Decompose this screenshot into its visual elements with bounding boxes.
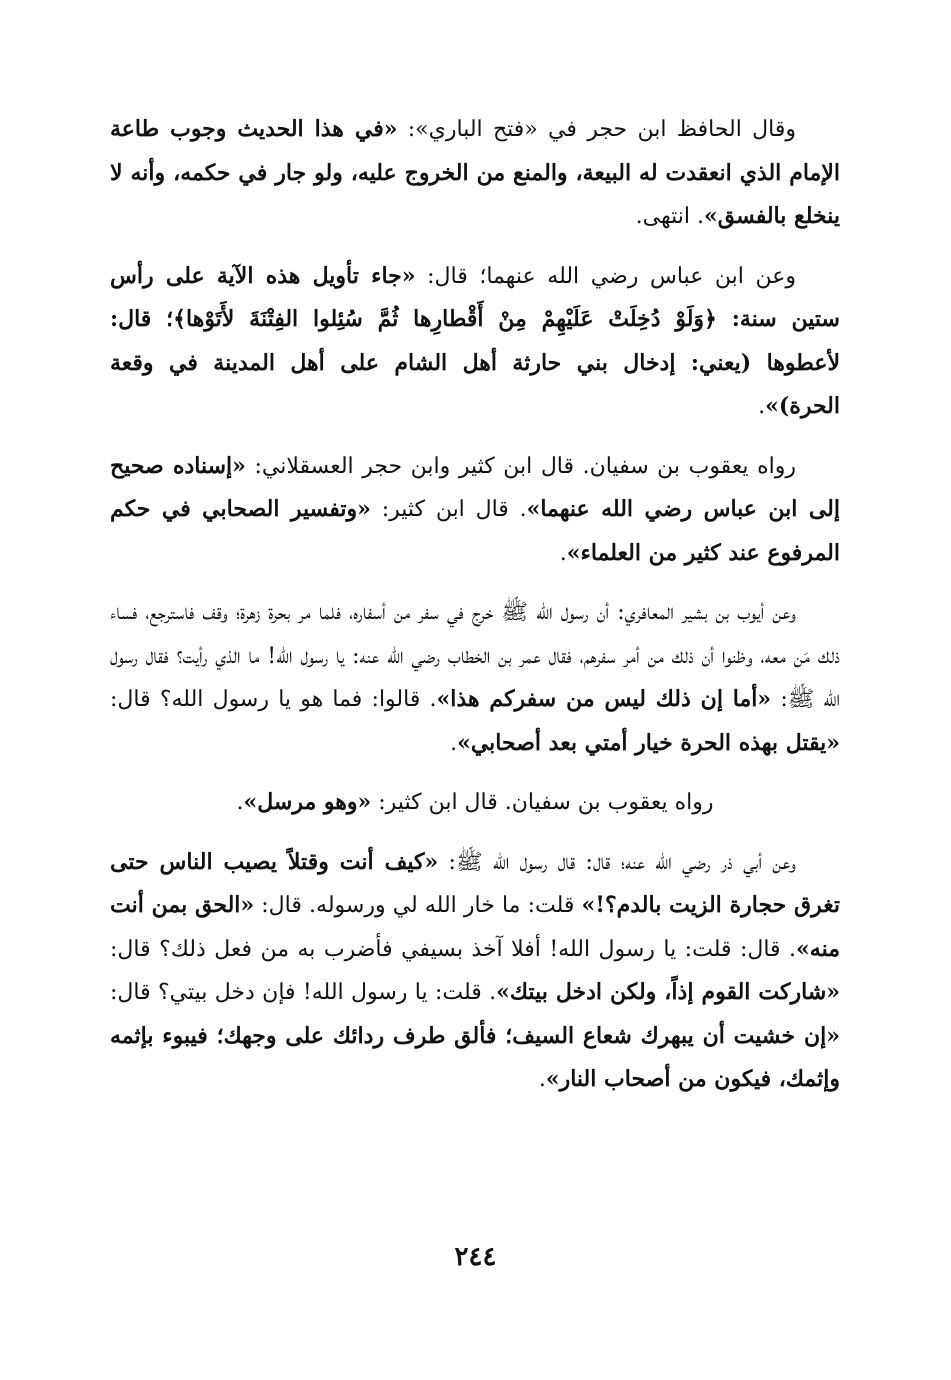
text-segment: وقال الحافظ ابن حجر في «فتح الباري»: <box>397 117 796 142</box>
paragraph-5 <box>110 781 840 825</box>
paragraph-1 <box>110 108 840 239</box>
quote-segment: «جاء تأويل هذه الآية على رأس ستين سنة: ﴿وَلَوْ دُخِلَتْ عَلَيْهِمْ مِنْ أَقْطارِها ثُمَّ سُئِلوا الفِتْنَةَ لأَتَوْها﴾؛ قال: لأعطوها (يعني: إدخال بني حارثة أهل الشام على أهل المدينة في وقعة الحرة)» <box>110 262 840 419</box>
paragraph-6 <box>110 841 840 1102</box>
quote-segment: «يقتل بهذه الحرة خيار أمتي بعد أصحابي» <box>457 729 840 756</box>
text-segment: وعن أيوب بن بشير المعافري: أن رسول الله ﷺ خرج في سفر من أسفاره، فلما مر بحرة زهرة؛ وقف فاسترجع، فساء ذلك مَن معه، وظنوا أن ذلك من أمر سفرهم، فقال عمر بن الخطاب رضي الله عنه: يا رسول الله! ما الذي رأيت؟ فقال رسول الله ﷺ: <box>110 600 840 712</box>
quote-segment: «وتفسير الصحابي في حكم المرفوع عند كثير من العلماء» <box>110 496 840 566</box>
quote-segment: «كيف أنت وقتلاً يصيب الناس حتى تغرق حجارة الزيت بالدم؟!» <box>110 848 840 918</box>
quote-segment: «وهو مرسل» <box>243 789 372 815</box>
text-segment: . انتهى. <box>635 204 704 229</box>
text-segment: . قالوا: فما هو يا رسول الله؟ قال: <box>110 687 437 712</box>
quote-segment: «إسناده صحيح إلى ابن عباس رضي الله عنهما» <box>110 452 840 522</box>
quote-segment: «إن خشيت أن يبهرك شعاع السيف؛ فألق طرف ردائك على وجهك؛ فيبوء بإثمه وإثمك، فيكون من أصحاب النار» <box>110 1022 840 1092</box>
text-segment: . قلت: يا رسول الله! فإن دخل بيتي؟ قال: <box>110 980 497 1005</box>
quote-segment: «شاركت القوم إذاً، ولكن ادخل بيتك» <box>496 979 841 1005</box>
paragraph-4 <box>110 591 840 765</box>
text-segment: . <box>559 540 567 566</box>
quote-segment: «الحق بمن أنت منه» <box>110 892 840 962</box>
page-number: ٢٤٤ <box>454 1242 497 1272</box>
text-segment: رواه يعقوب بن سفيان. قال ابن كثير: <box>371 790 714 815</box>
text-segment: . قال: قلت: يا رسول الله! أفلا آخذ بسيفي فأضرب به من فعل ذلك؟ قال: <box>110 936 797 962</box>
paragraph-3 <box>110 445 840 576</box>
text-segment: وعن ابن عباس رضي الله عنهما؛ قال: <box>415 263 796 289</box>
text-segment: وعن أبي ذر رضي الله عنه؛ قال: قال رسول الله ﷺ: <box>438 849 796 875</box>
text-segment: رواه يعقوب بن سفيان. قال ابن كثير وابن حجر العسقلاني: <box>245 453 796 479</box>
text-segment: . <box>758 394 766 419</box>
text-segment: . <box>538 1067 546 1092</box>
text-segment: قلت: ما خار الله لي ورسوله. قال: <box>254 893 582 918</box>
page-body <box>110 108 840 1118</box>
quote-segment: «أما إن ذلك ليس من سفركم هذا» <box>436 686 772 712</box>
paragraph-2 <box>110 255 840 429</box>
text-segment: . <box>236 790 244 815</box>
text-segment: . قال ابن كثير: <box>370 497 527 522</box>
text-segment: . <box>450 730 458 756</box>
quote-segment: «في هذا الحديث وجوب طاعة الإمام الذي انعقدت له البيعة، والمنع من الخروج عليه، ولو جار في حكمه، وأنه لا ينخلع بالفسق» <box>110 116 840 229</box>
